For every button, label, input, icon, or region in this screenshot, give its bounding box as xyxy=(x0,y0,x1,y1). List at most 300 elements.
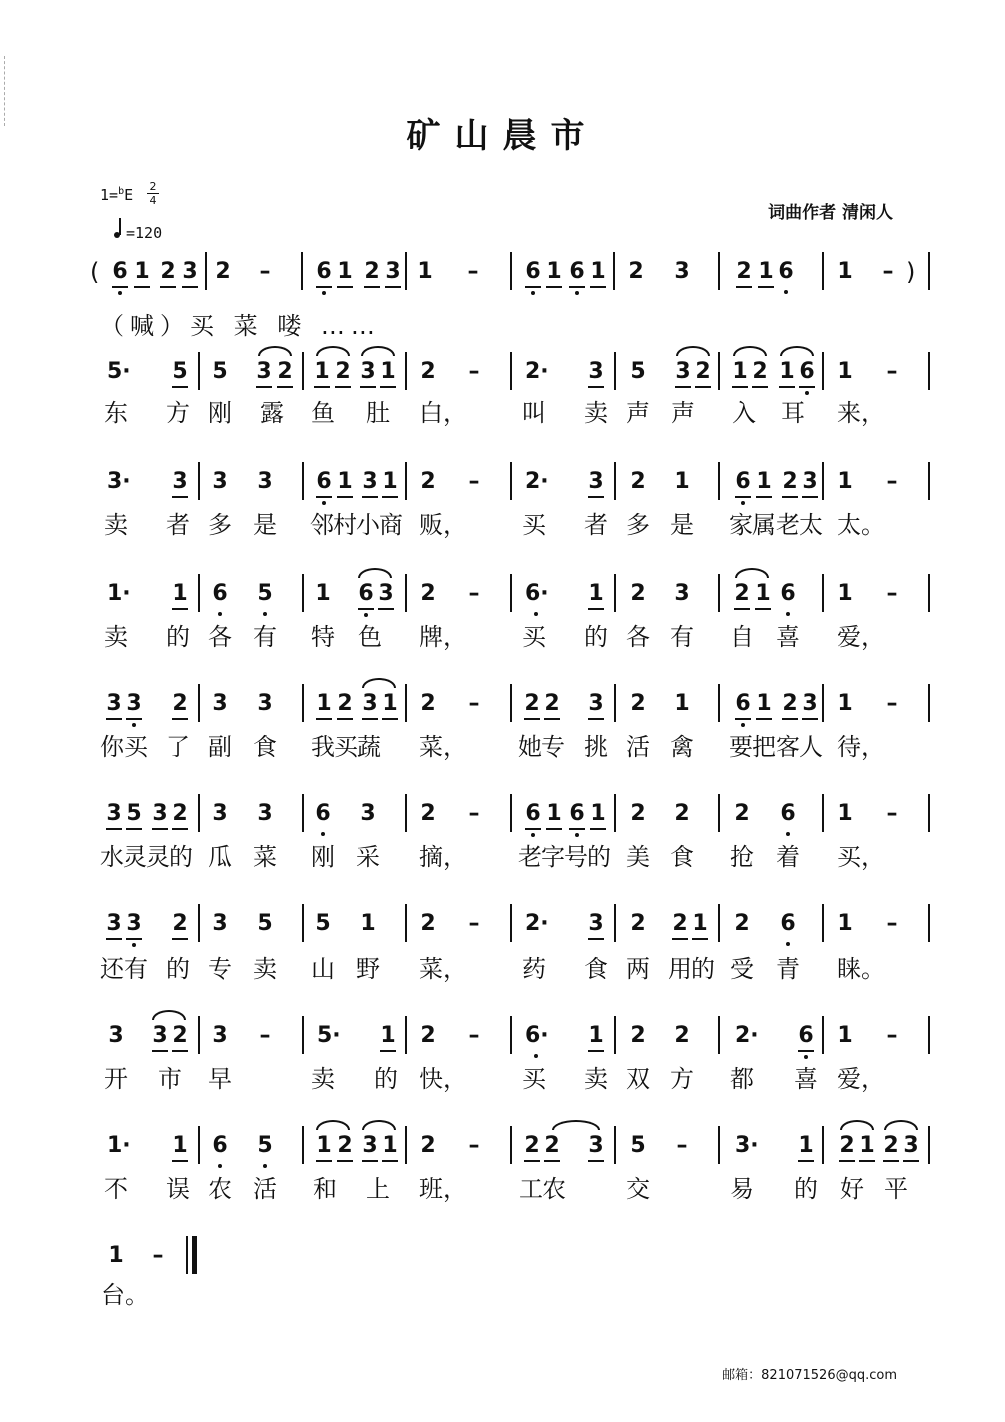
note: 1 xyxy=(131,258,153,286)
note: 3 xyxy=(253,358,275,386)
note: 1 xyxy=(856,1132,878,1160)
barline xyxy=(614,684,616,722)
note: 5· xyxy=(107,359,131,384)
lyric-char: 野 xyxy=(356,955,380,983)
lyric-char: 食 xyxy=(584,955,608,983)
barline xyxy=(928,1126,930,1164)
note: 2 xyxy=(420,911,436,936)
barline xyxy=(822,904,824,942)
lyric-char: 老 xyxy=(776,511,800,539)
lyric-char: 用 xyxy=(668,955,692,983)
note: 6 xyxy=(796,358,818,386)
lyric-char: 刚 xyxy=(311,843,335,871)
barline xyxy=(405,252,407,290)
lyric-char: 青 xyxy=(776,955,800,983)
note: 5 xyxy=(212,359,228,384)
score-row-9 xyxy=(0,1124,1005,1168)
lyric-char: 都 xyxy=(730,1065,754,1093)
slur xyxy=(258,346,292,356)
lyric-char: 者 xyxy=(584,511,608,539)
note: 3 xyxy=(375,580,397,608)
slur xyxy=(780,346,814,356)
note: 1 xyxy=(108,1243,124,1268)
note: 1 xyxy=(729,358,751,386)
note: 2 xyxy=(521,1132,543,1160)
barline xyxy=(614,574,616,612)
slur xyxy=(735,568,769,578)
dash: – xyxy=(676,1133,688,1158)
dash: – xyxy=(468,1133,480,1158)
author-credit: 词曲作者 清闲人 xyxy=(768,203,893,223)
barline xyxy=(510,252,512,290)
lyric-char: 号 xyxy=(564,843,588,871)
note: 1 xyxy=(169,580,191,608)
lyric-char: 爱， xyxy=(837,1065,885,1093)
barline xyxy=(928,574,930,612)
note: 3 xyxy=(257,801,273,826)
note: 3 xyxy=(359,468,381,496)
barline xyxy=(198,462,200,500)
note: 3 xyxy=(108,1023,124,1048)
barline xyxy=(205,252,207,290)
note: 2 xyxy=(361,258,383,286)
barline xyxy=(302,1016,304,1054)
barline xyxy=(822,684,824,722)
note: 1 xyxy=(755,258,777,286)
note: 1 xyxy=(837,1023,853,1048)
lyric-char: 多 xyxy=(208,511,232,539)
lyric-char: 菜， xyxy=(419,733,467,761)
note: 1 xyxy=(837,801,853,826)
note: 2 xyxy=(334,690,356,718)
slur xyxy=(733,346,767,356)
barline xyxy=(186,1236,188,1274)
lyric-char: 声 xyxy=(626,399,650,427)
note: 1 xyxy=(334,258,356,286)
note: 3 xyxy=(103,690,125,718)
barline xyxy=(928,252,930,290)
barline xyxy=(614,904,616,942)
lyric-char: 买 xyxy=(522,623,546,651)
barline xyxy=(302,462,304,500)
slur xyxy=(316,1120,350,1130)
note: 2 xyxy=(420,469,436,494)
score-row-7 xyxy=(0,902,1005,946)
note: 1 xyxy=(315,581,331,606)
dash: – xyxy=(467,259,479,284)
lyric-char: 要 xyxy=(729,733,753,761)
lyric-char: 两 xyxy=(626,955,650,983)
note: 1 xyxy=(837,259,853,284)
dash: – xyxy=(886,359,898,384)
note: 5· xyxy=(317,1023,341,1048)
lyric-char: 还 xyxy=(100,955,124,983)
barline xyxy=(510,1016,512,1054)
note: 3 xyxy=(359,1132,381,1160)
note: 2 xyxy=(880,1132,902,1160)
note: 1 xyxy=(585,1022,607,1050)
lyric-char: 爱， xyxy=(837,623,885,651)
lyric-char: 待， xyxy=(837,733,885,761)
lyric-char: 是 xyxy=(253,511,277,539)
note: 1 xyxy=(753,690,775,718)
note: 2 xyxy=(169,690,191,718)
note: 2 xyxy=(169,800,191,828)
barline xyxy=(198,352,200,390)
score-row-2 xyxy=(0,350,1005,394)
lyric-char: 叫 xyxy=(522,399,546,427)
note: 1 xyxy=(795,1132,817,1160)
lyric-line-5 xyxy=(0,842,1005,876)
open-paren: ( xyxy=(90,258,100,286)
barline xyxy=(510,794,512,832)
note: 6 xyxy=(312,800,334,828)
key-signature: 1=$^b$E xyxy=(100,186,134,204)
note: 2· xyxy=(525,359,549,384)
note: 3 xyxy=(382,258,404,286)
note: 2· xyxy=(735,1023,759,1048)
barline xyxy=(614,1126,616,1164)
note: 2 xyxy=(334,1132,356,1160)
note: 3 xyxy=(103,800,125,828)
lyric-char: 食 xyxy=(253,733,277,761)
song-title: 矿山晨市 xyxy=(406,116,599,156)
barline xyxy=(614,1016,616,1054)
final-barline xyxy=(192,1236,197,1274)
score-row-3 xyxy=(0,460,1005,504)
note: 3 xyxy=(103,910,125,938)
lyric-char: 村 xyxy=(333,511,357,539)
slur xyxy=(840,1120,874,1130)
lyric-char: 客 xyxy=(776,733,800,761)
barline xyxy=(510,904,512,942)
note: 1 xyxy=(313,690,335,718)
note: 6 xyxy=(566,800,588,828)
score-row-intro xyxy=(0,250,1005,294)
barline xyxy=(718,1016,720,1054)
lyric-char: 摘， xyxy=(419,843,467,871)
barline xyxy=(302,1126,304,1164)
note: 6 xyxy=(732,690,754,718)
note: 2 xyxy=(734,801,750,826)
barline xyxy=(614,794,616,832)
lyric-char: 有 xyxy=(670,623,694,651)
note: 3 xyxy=(212,1023,228,1048)
dash: – xyxy=(468,691,480,716)
lyric-char: 农 xyxy=(542,1175,566,1203)
lyric-line-9 xyxy=(0,1280,1005,1314)
dash: – xyxy=(886,911,898,936)
lyric-char: 易 xyxy=(730,1175,754,1203)
barline xyxy=(510,352,512,390)
barline xyxy=(301,252,303,290)
note: 3· xyxy=(735,1133,759,1158)
note: 2 xyxy=(630,691,646,716)
lyric-line-6 xyxy=(0,954,1005,988)
note: 1 xyxy=(417,259,433,284)
dash: – xyxy=(468,359,480,384)
barline xyxy=(302,684,304,722)
note: 6 xyxy=(775,258,797,286)
lyric-line-1 xyxy=(0,398,1005,432)
lyric-char: 上 xyxy=(366,1175,390,1203)
barline xyxy=(405,684,407,722)
note: 3 xyxy=(672,358,694,386)
note: 1 xyxy=(379,1132,401,1160)
lyric-char: 来， xyxy=(837,399,885,427)
slur xyxy=(152,1010,186,1020)
barline xyxy=(405,462,407,500)
lyric-char: 入 xyxy=(732,399,756,427)
barline xyxy=(928,684,930,722)
lyric-char: 有 xyxy=(253,623,277,651)
note: 2 xyxy=(420,801,436,826)
lyric-char: 买 xyxy=(124,733,148,761)
dash: – xyxy=(468,581,480,606)
barline xyxy=(822,252,824,290)
note: 2 xyxy=(541,1132,563,1160)
lyric-char: 市 xyxy=(158,1065,182,1093)
barline xyxy=(822,1126,824,1164)
barline xyxy=(718,1126,720,1164)
note: 2 xyxy=(674,801,690,826)
lyric-char: 邻 xyxy=(310,511,334,539)
lyric-char: 的 xyxy=(166,623,190,651)
note: 2 xyxy=(733,258,755,286)
lyric-char: 牌， xyxy=(419,623,467,651)
dash: – xyxy=(468,469,480,494)
lyric-char: 肚 xyxy=(366,399,390,427)
lyric-char: 白， xyxy=(419,399,467,427)
note: 2· xyxy=(525,469,549,494)
lyric-char: 喜 xyxy=(794,1065,818,1093)
note: 5 xyxy=(315,911,331,936)
lyric-char: 声 xyxy=(671,399,695,427)
barline xyxy=(198,574,200,612)
note: 5 xyxy=(254,580,276,608)
dash: – xyxy=(886,801,898,826)
note: 2 xyxy=(630,469,646,494)
lyric-char: 东 xyxy=(104,399,128,427)
lyric-char: 副 xyxy=(208,733,232,761)
note: 1 xyxy=(543,800,565,828)
note: 5 xyxy=(123,800,145,828)
note: 6 xyxy=(732,468,754,496)
note: 1 xyxy=(313,1132,335,1160)
barline xyxy=(822,794,824,832)
note: 3 xyxy=(585,910,607,938)
note: 5 xyxy=(630,359,646,384)
lyric-char: 活 xyxy=(253,1175,277,1203)
note: 2 xyxy=(169,910,191,938)
lyric-char: 是 xyxy=(670,511,694,539)
note: 6 xyxy=(777,800,799,828)
note: 3 xyxy=(799,468,821,496)
note: 5 xyxy=(630,1133,646,1158)
lyric-char: 美 xyxy=(626,843,650,871)
note: 5 xyxy=(254,1132,276,1160)
barline xyxy=(718,462,720,500)
note: 2 xyxy=(541,690,563,718)
note: 2· xyxy=(525,911,549,936)
note: 3 xyxy=(799,690,821,718)
lyric-char: 小 xyxy=(356,511,380,539)
lyric-char: 买， xyxy=(837,843,885,871)
note: 1 xyxy=(587,258,609,286)
note: 1 xyxy=(360,911,376,936)
lyric-char: 和 xyxy=(313,1175,337,1203)
barline xyxy=(510,574,512,612)
lyric-char: 的 xyxy=(169,843,193,871)
barline xyxy=(405,1016,407,1054)
note: 2 xyxy=(734,911,750,936)
dash: – xyxy=(882,259,894,284)
lyric-char: 字 xyxy=(541,843,565,871)
quarter-note-icon xyxy=(114,232,120,238)
barline xyxy=(614,352,616,390)
note: 3 xyxy=(674,259,690,284)
barline xyxy=(405,904,407,942)
note: 1 xyxy=(543,258,565,286)
note: 1 xyxy=(837,359,853,384)
note: 6 xyxy=(795,1022,817,1050)
lyric-char: 水 xyxy=(100,843,124,871)
intro-shout-lyric: （喊）买 菜 喽 …… xyxy=(100,312,381,340)
note: 3 xyxy=(169,468,191,496)
barline xyxy=(302,574,304,612)
note: 2 xyxy=(420,359,436,384)
note: 2 xyxy=(692,358,714,386)
note: 2 xyxy=(779,468,801,496)
note: 2 xyxy=(521,690,543,718)
score-row-8 xyxy=(0,1014,1005,1058)
lyric-char: 菜 xyxy=(253,843,277,871)
lyric-char: 多 xyxy=(626,511,650,539)
barline xyxy=(510,684,512,722)
lyric-char: 属 xyxy=(752,511,776,539)
note: 1 xyxy=(334,468,356,496)
note: 1 xyxy=(837,469,853,494)
lyric-char: 人 xyxy=(799,733,823,761)
barline xyxy=(302,904,304,942)
barline xyxy=(302,794,304,832)
note: 2 xyxy=(779,690,801,718)
lyric-char: 卖 xyxy=(311,1065,335,1093)
lyric-char: 鱼 xyxy=(311,399,335,427)
footer-email: 邮箱：821071526@qq.com xyxy=(722,1368,897,1383)
lyric-char: 瓜 xyxy=(208,843,232,871)
lyric-line-3 xyxy=(0,622,1005,656)
lyric-char: 不 xyxy=(104,1175,128,1203)
note: 1 xyxy=(377,1022,399,1050)
dash: – xyxy=(468,911,480,936)
note: 3 xyxy=(674,581,690,606)
lyric-char: 刚 xyxy=(208,399,232,427)
note: 2 xyxy=(669,910,691,938)
lyric-char: 贩， xyxy=(419,511,467,539)
note: 6 xyxy=(209,580,231,608)
lyric-char: 双 xyxy=(626,1065,650,1093)
note: 3 xyxy=(357,358,379,386)
lyric-char: 各 xyxy=(626,623,650,651)
note: 1 xyxy=(837,911,853,936)
dash: – xyxy=(152,1243,164,1268)
note: 1 xyxy=(585,580,607,608)
note: 6 xyxy=(566,258,588,286)
barline xyxy=(198,684,200,722)
barline xyxy=(614,462,616,500)
lyric-char: 早 xyxy=(208,1065,232,1093)
lyric-char: 自 xyxy=(730,623,754,651)
lyric-char: 药 xyxy=(522,955,546,983)
note: 1· xyxy=(107,581,131,606)
barline xyxy=(405,794,407,832)
barline xyxy=(198,1016,200,1054)
score-row-6 xyxy=(0,792,1005,836)
barline xyxy=(928,462,930,500)
lyric-char: 班， xyxy=(419,1175,467,1203)
note: 3 xyxy=(123,910,145,938)
lyric-char: 禽 xyxy=(670,733,694,761)
barline xyxy=(510,1126,512,1164)
note: 1 xyxy=(674,469,690,494)
note: 1 xyxy=(379,468,401,496)
lyric-char: 她 xyxy=(518,733,542,761)
slur xyxy=(884,1120,918,1130)
dash: – xyxy=(259,1023,271,1048)
lyric-char: 耳 xyxy=(781,399,805,427)
barline xyxy=(928,794,930,832)
dash: – xyxy=(886,691,898,716)
lyric-char: 太 xyxy=(799,511,823,539)
lyric-char: 你 xyxy=(100,733,124,761)
note: 5 xyxy=(169,358,191,386)
lyric-char: 蔬 xyxy=(357,733,381,761)
barline xyxy=(405,574,407,612)
lyric-char: 误 xyxy=(166,1175,190,1203)
lyric-char: 老 xyxy=(518,843,542,871)
note: 3 xyxy=(257,691,273,716)
dash: – xyxy=(468,801,480,826)
note: 1 xyxy=(689,910,711,938)
note: 1 xyxy=(169,1132,191,1160)
note: 3 xyxy=(585,690,607,718)
lyric-char: 台。 xyxy=(101,1281,149,1309)
lyric-char: 买 xyxy=(522,1065,546,1093)
lyric-char: 着 xyxy=(776,843,800,871)
lyric-char: 买 xyxy=(522,511,546,539)
lyric-char: 方 xyxy=(670,1065,694,1093)
lyric-char: 我 xyxy=(311,733,335,761)
slur xyxy=(676,346,710,356)
lyric-char: 的 xyxy=(584,623,608,651)
note: 2 xyxy=(169,1022,191,1050)
note: 1 xyxy=(377,358,399,386)
note: 2 xyxy=(420,581,436,606)
lyric-char: 太。 xyxy=(837,511,885,539)
note: 3 xyxy=(360,801,376,826)
barline xyxy=(822,462,824,500)
lyric-char: 色 xyxy=(358,623,382,651)
lyric-char: 买 xyxy=(334,733,358,761)
score-row-5 xyxy=(0,682,1005,726)
note: 1 xyxy=(379,690,401,718)
note: 3 xyxy=(212,801,228,826)
note: 3 xyxy=(212,691,228,716)
dash: – xyxy=(468,1023,480,1048)
lyric-char: 卖 xyxy=(104,511,128,539)
lyric-char: 快， xyxy=(419,1065,467,1093)
